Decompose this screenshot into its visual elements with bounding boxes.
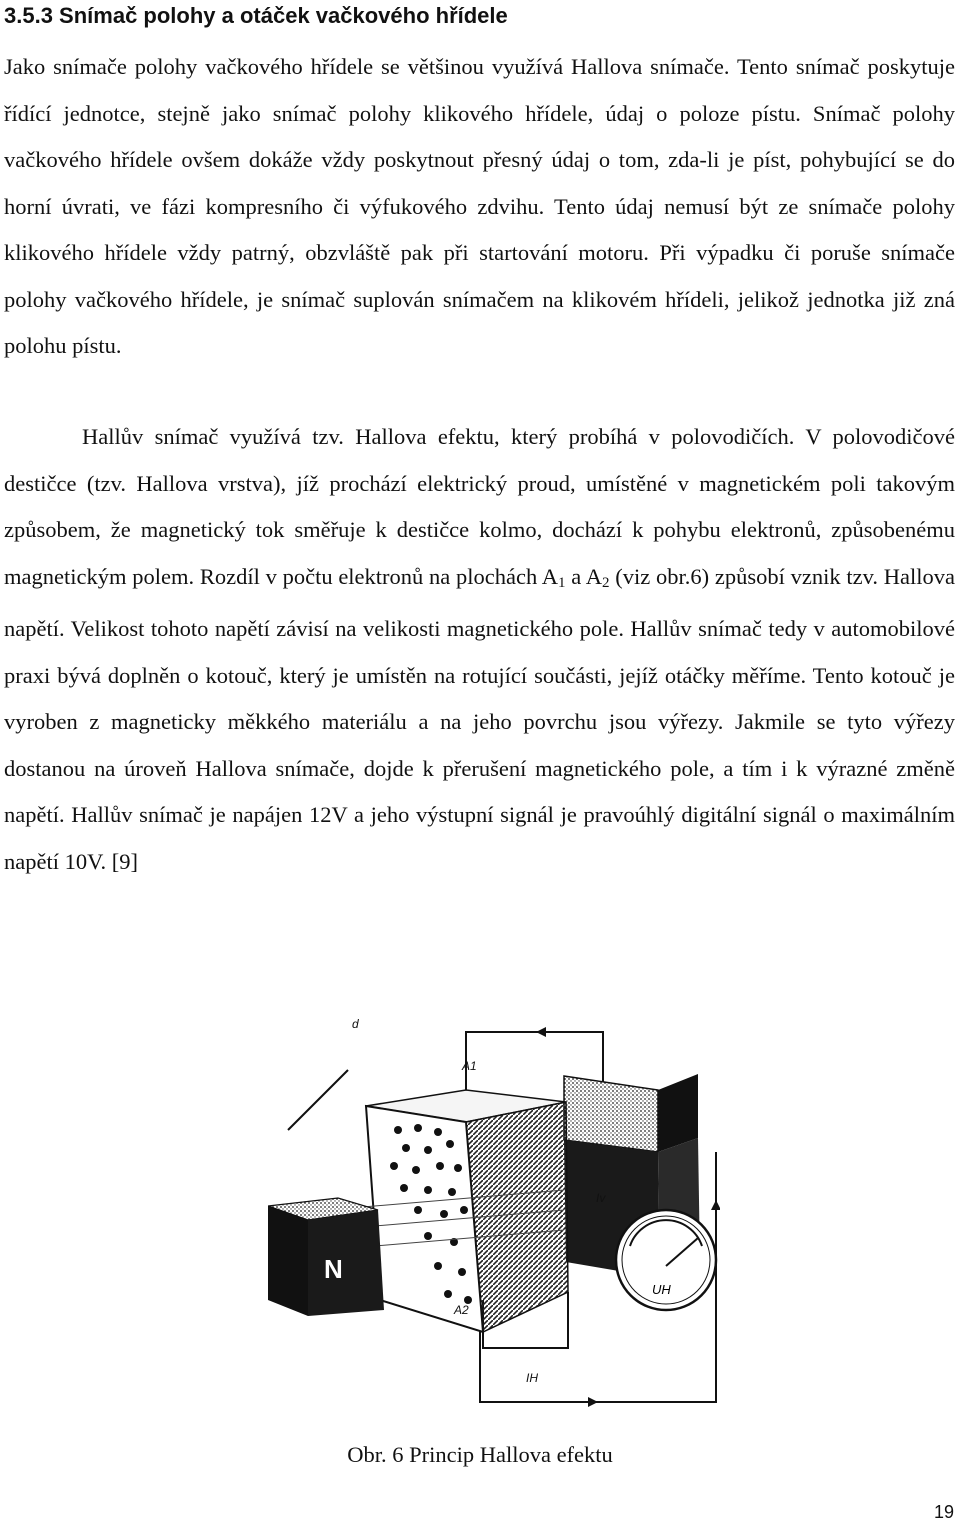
text-segment: a A xyxy=(565,563,603,589)
paragraph-1 xyxy=(4,44,955,370)
voltmeter xyxy=(616,1210,716,1310)
d-label: d xyxy=(352,1017,359,1031)
a2-label: A2 xyxy=(454,1303,469,1317)
iv-label: Iv xyxy=(596,1191,606,1205)
paragraph-2 xyxy=(4,414,955,885)
text-segment: (viz obr.6) způsobí vznik tzv. Hallova napětí. Velikost tohoto napětí závisí na velikosti magnetického pole. Hallův snímač tedy v automobilové praxi bývá doplněn o kotouč, který je umístěn na rotující součásti, jejíž otáčky měříme. Tento kotouč je vyroben z magneticky měkkého materiálu a na jeho povrchu jsou výřezy. Jakmile se tyto výřezy dostanou na úroveň Hallova snímače, dojde k přerušení magnetického pole, a tím i k výrazné změně napětí. Hallův snímač je napájen 12V a jeho výstupní signál je pravoúhlý digitální signál o maximálním napětí 10V. [9] xyxy=(4,563,955,874)
text-segment: Hallův snímač využívá tzv. Hallova efektu, který probíhá v polovodičích. V polovodičové destičce (tzv. Hallova vrstva), jíž prochází elektrický proud, umístěné v magnetickém poli takovým způsobem, že magnetický tok směřuje k destičce kolmo, dochází k pohybu elektronů, způsobenému magnetickým polem. Rozdíl v počtu elektronů na plochách A xyxy=(4,424,955,589)
n-pole-label: N xyxy=(324,1254,343,1284)
section-heading: 3.5.3 Snímač polohy a otáček vačkového hřídele xyxy=(4,3,508,28)
n-magnet xyxy=(268,1198,384,1316)
subscript: 1 xyxy=(558,574,566,591)
uh-label: UH xyxy=(652,1282,671,1297)
a1-label: A1 xyxy=(462,1059,477,1073)
hall-effect-figure xyxy=(268,1010,720,1412)
ih-label: IH xyxy=(526,1371,538,1385)
page-number: 19 xyxy=(933,1502,954,1522)
hall-effect-diagram xyxy=(268,1010,720,1412)
figure-caption: Obr. 6 Princip Hallova efektu xyxy=(347,1442,613,1467)
text-segment: Jako snímače polohy vačkového hřídele se většinou využívá Hallova snímače. Tento snímač poskytuje řídící jednotce, stejně jako snímač polohy klikového hřídele, údaj o poloze pístu. Snímač polohy vačkového hřídele ovšem dokáže vždy poskytnout přesný údaj o tom, zda-li je píst, pohybující se do horní úvrati, ve fázi kompresního či výfukového zdvihu. Tento údaj nemusí být ze snímače polohy klikového hřídele vždy patrný, obzvláště pak při startování motoru. Při výpadku či poruše snímače polohy vačkového hřídele, je snímač suplován snímačem na klikovém hřídeli, jelikož jednotka již zná polohu pístu. xyxy=(4,54,955,358)
subscript: 2 xyxy=(602,574,610,591)
